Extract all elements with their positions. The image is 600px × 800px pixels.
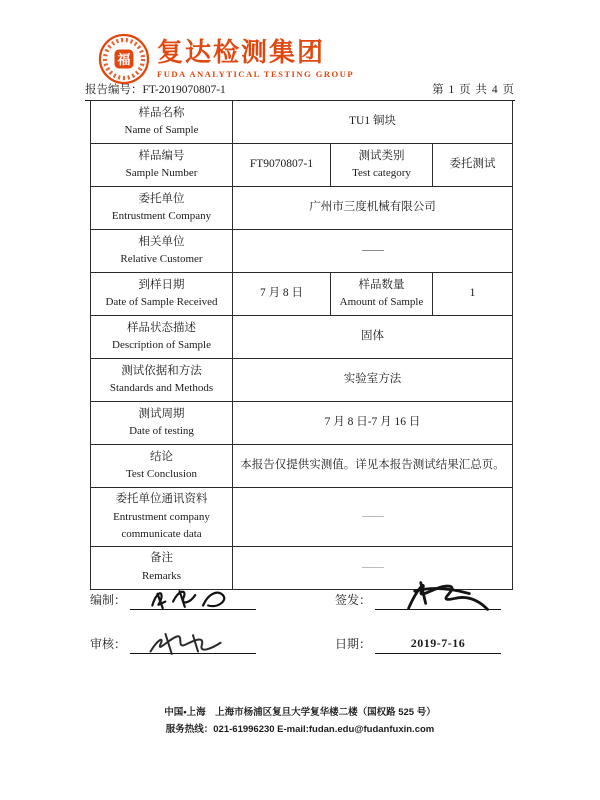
document-footer (0, 705, 600, 738)
company-name-cn: 复达检测集团 (157, 36, 326, 67)
footer-address: 中国•上海 上海市杨浦区复旦大学复华楼二楼（国权路 525 号） (164, 707, 436, 718)
sample-description-value: 固体 (233, 316, 513, 359)
row-label: 备注 Remarks (91, 546, 233, 589)
test-conclusion-value: 本报告仅提供实测值。详见本报告测试结果汇总页。 (233, 445, 513, 488)
page-indicator: 第 1 页 共 4 页 (432, 84, 515, 96)
row-label: 委托单位通讯资料 Entrustment company communicate data (91, 488, 233, 547)
company-name-en: FUDA ANALYTICAL TESTING GROUP (157, 69, 355, 80)
remarks-value: —— (233, 546, 513, 589)
table-row (91, 144, 513, 187)
prepared-by-signature-line (130, 590, 256, 610)
row-label: 样品数量 Amount of Sample (331, 273, 433, 316)
table-row (91, 230, 513, 273)
prepared-signature (138, 586, 242, 612)
table-row (91, 187, 513, 230)
sample-amount-value: 1 (433, 273, 513, 316)
prepared-by-field (90, 590, 256, 610)
row-label: 测试周期 Date of testing (91, 402, 233, 445)
row-label: 样品名称 Name of Sample (91, 101, 233, 144)
sample-number-value: FT9070807-1 (233, 144, 331, 187)
issue-date-field (335, 634, 501, 654)
issue-date-label: 日期： (335, 637, 372, 651)
row-label: 相关单位 Relative Customer (91, 230, 233, 273)
row-label: 委托单位 Entrustment Company (91, 187, 233, 230)
table-row (91, 402, 513, 445)
reviewed-signature (138, 630, 238, 658)
row-label: 到样日期 Date of Sample Received (91, 273, 233, 316)
row-label: 结论 Test Conclusion (91, 445, 233, 488)
issued-signature (383, 579, 495, 613)
reviewed-by-label: 审核： (90, 637, 127, 651)
prepared-by-label: 编制： (90, 593, 127, 607)
sample-name-value: TU1 铜块 (233, 101, 513, 144)
issue-date-value: 2019-7-16 (410, 636, 466, 650)
standards-methods-value: 实验室方法 (233, 359, 513, 402)
row-label: 测试类别 Test category (331, 144, 433, 187)
report-header (85, 81, 515, 101)
date-received-value: 7 月 8 日 (233, 273, 331, 316)
reviewed-by-field (90, 634, 256, 654)
testing-period-value: 7 月 8 日-7 月 16 日 (233, 402, 513, 445)
table-row (91, 316, 513, 359)
reviewed-by-signature-line (130, 634, 256, 654)
issued-by-field (335, 590, 501, 610)
company-contact-value: —— (233, 488, 513, 547)
entrustment-company-value: 广州市三度机械有限公司 (233, 187, 513, 230)
table-row (91, 273, 513, 316)
row-label: 测试依据和方法 Standards and Methods (91, 359, 233, 402)
row-label: 样品编号 Sample Number (91, 144, 233, 187)
issued-by-label: 签发： (335, 593, 372, 607)
sample-info-table (90, 100, 513, 590)
test-category-value: 委托测试 (433, 144, 513, 187)
issued-by-signature-line (375, 590, 501, 610)
report-number (85, 81, 226, 97)
table-row (91, 359, 513, 402)
company-seal-icon (98, 33, 150, 85)
svg-text:福: 福 (117, 52, 131, 67)
table-row (91, 101, 513, 144)
footer-contact: 服务热线：021-61996230 E-mail:fudan.edu@fudanfuxin.com (165, 723, 435, 735)
report-number-label: 报告编号： (85, 84, 143, 96)
table-row (91, 488, 513, 547)
company-logo (98, 33, 354, 85)
row-label: 样品状态描述 Description of Sample (91, 316, 233, 359)
relative-customer-value: —— (233, 230, 513, 273)
table-row (91, 445, 513, 488)
report-number-value: FT-2019070807-1 (142, 84, 226, 96)
issue-date-line (375, 634, 501, 654)
